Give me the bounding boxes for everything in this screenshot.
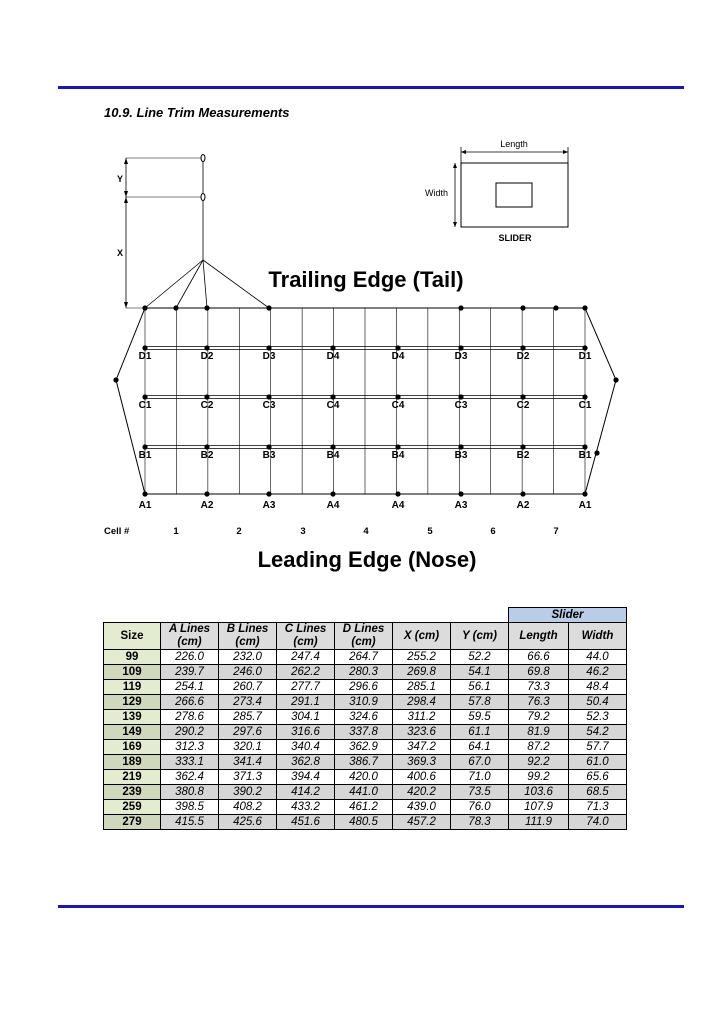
line-point-d (204, 345, 209, 350)
width-label: Width (424, 188, 448, 198)
value-cell: 61.0 (569, 755, 627, 770)
value-cell: 311.2 (393, 710, 451, 725)
line-label-c: C2 (516, 400, 530, 411)
size-cell: 139 (104, 710, 161, 725)
value-cell: 333.1 (161, 755, 219, 770)
value-cell: 226.0 (161, 650, 219, 665)
value-cell: 56.1 (451, 680, 509, 695)
value-cell: 111.9 (509, 815, 569, 830)
value-cell: 69.8 (509, 665, 569, 680)
cell-number: 6 (490, 526, 496, 537)
line-label-a: A4 (391, 500, 405, 511)
value-cell: 99.2 (509, 770, 569, 785)
line-label-c: C4 (391, 400, 405, 411)
value-cell: 264.7 (335, 650, 393, 665)
trailing-edge-point (553, 305, 558, 310)
table-row (104, 740, 627, 755)
value-cell: 347.2 (393, 740, 451, 755)
line-point-a (395, 491, 400, 496)
value-cell: 87.2 (509, 740, 569, 755)
d-lines-header: D Lines (cm) (335, 623, 393, 650)
line-point-d (395, 345, 400, 350)
line-label-d: D3 (262, 351, 276, 362)
value-cell: 61.1 (451, 725, 509, 740)
value-cell: 304.1 (277, 710, 335, 725)
slider-drawing (453, 147, 568, 227)
value-cell: 297.6 (219, 725, 277, 740)
line-point-d (458, 345, 463, 350)
value-cell: 66.6 (509, 650, 569, 665)
table-row (104, 800, 627, 815)
wingtip-point (113, 377, 118, 382)
trailing-edge-point (173, 305, 178, 310)
size-cell: 219 (104, 770, 161, 785)
value-cell: 323.6 (393, 725, 451, 740)
size-cell: 149 (104, 725, 161, 740)
line-label-b: B4 (326, 450, 340, 461)
line-label-c: C1 (578, 400, 592, 411)
value-cell: 76.3 (509, 695, 569, 710)
leading-edge-label: Leading Edge (Nose) (257, 547, 477, 572)
value-cell: 324.6 (335, 710, 393, 725)
value-cell: 316.6 (277, 725, 335, 740)
x-dimension-label: X (116, 248, 124, 258)
value-cell: 340.4 (277, 740, 335, 755)
cell-number: 3 (300, 526, 306, 537)
trailing-edge-label: Trailing Edge (Tail) (268, 267, 464, 292)
value-cell: 73.3 (509, 680, 569, 695)
value-cell: 408.2 (219, 800, 277, 815)
line-label-b: B3 (454, 450, 468, 461)
value-cell: 414.2 (277, 785, 335, 800)
trailing-edge-point (520, 305, 525, 310)
b-lines-header: B Lines (cm) (219, 623, 277, 650)
line-point-b (458, 444, 463, 449)
value-cell: 278.6 (161, 710, 219, 725)
value-cell: 76.0 (451, 800, 509, 815)
line-point-a (458, 491, 463, 496)
line-point-c (582, 394, 587, 399)
value-cell: 54.1 (451, 665, 509, 680)
length-label: Length (500, 139, 528, 149)
value-cell: 64.1 (451, 740, 509, 755)
table-row (104, 695, 627, 710)
value-cell: 425.6 (219, 815, 277, 830)
value-cell: 394.4 (277, 770, 335, 785)
value-cell: 273.4 (219, 695, 277, 710)
value-cell: 52.2 (451, 650, 509, 665)
value-cell: 371.3 (219, 770, 277, 785)
slider-length-header: Length (509, 623, 569, 650)
line-point-a (142, 491, 147, 496)
line-point-a (204, 491, 209, 496)
value-cell: 441.0 (335, 785, 393, 800)
cell-number: 5 (427, 526, 433, 537)
cell-number: 1 (173, 526, 179, 537)
value-cell: 461.2 (335, 800, 393, 815)
line-point-c (330, 394, 335, 399)
value-cell: 255.2 (393, 650, 451, 665)
value-cell: 254.1 (161, 680, 219, 695)
value-cell: 337.8 (335, 725, 393, 740)
value-cell: 44.0 (569, 650, 627, 665)
value-cell: 390.2 (219, 785, 277, 800)
size-cell: 259 (104, 800, 161, 815)
line-label-b: B2 (516, 450, 530, 461)
value-cell: 78.3 (451, 815, 509, 830)
table-row (104, 725, 627, 740)
value-cell: 420.2 (393, 785, 451, 800)
value-cell: 433.2 (277, 800, 335, 815)
y-dimension-label: Y (116, 174, 124, 184)
value-cell: 103.6 (509, 785, 569, 800)
value-cell: 71.0 (451, 770, 509, 785)
value-cell: 71.3 (569, 800, 627, 815)
value-cell: 277.7 (277, 680, 335, 695)
value-cell: 310.9 (335, 695, 393, 710)
value-cell: 262.2 (277, 665, 335, 680)
wingtip-point (594, 450, 599, 455)
table-body (104, 650, 627, 830)
line-label-d: D1 (138, 351, 152, 362)
value-cell: 362.4 (161, 770, 219, 785)
trailing-edge-point (582, 305, 587, 310)
slider-opening (496, 183, 532, 207)
value-cell: 260.7 (219, 680, 277, 695)
line-label-c: C1 (138, 400, 152, 411)
value-cell: 107.9 (509, 800, 569, 815)
size-cell: 109 (104, 665, 161, 680)
line-label-d: D2 (200, 351, 214, 362)
line-label-a: A2 (200, 500, 214, 511)
value-cell: 74.0 (569, 815, 627, 830)
value-cell: 59.5 (451, 710, 509, 725)
value-cell: 246.0 (219, 665, 277, 680)
line-point-c (395, 394, 400, 399)
table-row (104, 770, 627, 785)
value-cell: 400.6 (393, 770, 451, 785)
c-lines-header: C Lines (cm) (277, 623, 335, 650)
attachment-points (113, 305, 618, 496)
x-header: X (cm) (393, 623, 451, 650)
line-label-d: D4 (391, 351, 405, 362)
trailing-edge-point (266, 305, 271, 310)
line-label-a: A4 (326, 500, 340, 511)
cell-numbers (173, 526, 558, 537)
cell-number: 4 (363, 526, 369, 537)
value-cell: 92.2 (509, 755, 569, 770)
y-header: Y (cm) (451, 623, 509, 650)
table-row (104, 680, 627, 695)
value-cell: 79.2 (509, 710, 569, 725)
line-point-d (582, 345, 587, 350)
line-point-a (582, 491, 587, 496)
line-label-d: D2 (516, 351, 530, 362)
size-cell: 279 (104, 815, 161, 830)
line-point-c (266, 394, 271, 399)
value-cell: 362.9 (335, 740, 393, 755)
value-cell: 247.4 (277, 650, 335, 665)
value-cell: 386.7 (335, 755, 393, 770)
size-cell: 99 (104, 650, 161, 665)
table-row (104, 815, 627, 830)
wingtip-point (613, 377, 618, 382)
line-label-c: C4 (326, 400, 340, 411)
line-label-b: B1 (138, 450, 152, 461)
value-cell: 415.5 (161, 815, 219, 830)
line-label-b: B1 (578, 450, 592, 461)
line-point-a (520, 491, 525, 496)
line-point-b (582, 444, 587, 449)
cell-number: 2 (236, 526, 242, 537)
line-label-a: A3 (262, 500, 276, 511)
value-cell: 68.5 (569, 785, 627, 800)
value-cell: 285.1 (393, 680, 451, 695)
line-label-c: C3 (454, 400, 468, 411)
line-point-b (204, 444, 209, 449)
value-cell: 50.4 (569, 695, 627, 710)
value-cell: 298.4 (393, 695, 451, 710)
line-point-c (458, 394, 463, 399)
table-row (104, 755, 627, 770)
table-row (104, 665, 627, 680)
table-row (104, 785, 627, 800)
line-point-c (520, 394, 525, 399)
value-cell: 362.8 (277, 755, 335, 770)
table-row (104, 650, 627, 665)
size-cell: 119 (104, 680, 161, 695)
line-point-b (395, 444, 400, 449)
diagram-lines (116, 155, 616, 495)
value-cell: 73.5 (451, 785, 509, 800)
value-cell: 48.4 (569, 680, 627, 695)
line-label-a: A1 (138, 500, 152, 511)
line-label-b: B4 (391, 450, 405, 461)
line-point-b (142, 444, 147, 449)
value-cell: 320.1 (219, 740, 277, 755)
a-lines-header: A Lines (cm) (161, 623, 219, 650)
value-cell: 369.3 (393, 755, 451, 770)
value-cell: 457.2 (393, 815, 451, 830)
line-label-d: D4 (326, 351, 340, 362)
slider-outline (461, 163, 568, 227)
line-point-d (330, 345, 335, 350)
value-cell: 57.7 (569, 740, 627, 755)
size-cell: 169 (104, 740, 161, 755)
value-cell: 312.3 (161, 740, 219, 755)
value-cell: 67.0 (451, 755, 509, 770)
slider-group-header: Slider (509, 608, 627, 623)
value-cell: 420.0 (335, 770, 393, 785)
value-cell: 451.6 (277, 815, 335, 830)
value-cell: 54.2 (569, 725, 627, 740)
value-cell: 290.2 (161, 725, 219, 740)
value-cell: 57.8 (451, 695, 509, 710)
table-row (104, 710, 627, 725)
line-point-b (330, 444, 335, 449)
value-cell: 239.7 (161, 665, 219, 680)
value-cell: 46.2 (569, 665, 627, 680)
trailing-edge-point (204, 305, 209, 310)
value-cell: 52.3 (569, 710, 627, 725)
size-header: Size (104, 623, 161, 650)
line-label-a: A1 (578, 500, 592, 511)
line-point-a (330, 491, 335, 496)
line-point-d (142, 345, 147, 350)
line-label-d: D3 (454, 351, 468, 362)
size-cell: 239 (104, 785, 161, 800)
line-trim-table (103, 607, 627, 830)
line-point-b (266, 444, 271, 449)
slider-width-header: Width (569, 623, 627, 650)
value-cell: 439.0 (393, 800, 451, 815)
value-cell: 65.6 (569, 770, 627, 785)
line-point-c (204, 394, 209, 399)
value-cell: 232.0 (219, 650, 277, 665)
value-cell: 266.6 (161, 695, 219, 710)
line-label-b: B3 (262, 450, 276, 461)
cell-number-label: Cell # (104, 526, 130, 537)
value-cell: 269.8 (393, 665, 451, 680)
line-label-c: C2 (200, 400, 214, 411)
line-label-a: A2 (516, 500, 530, 511)
size-cell: 129 (104, 695, 161, 710)
value-cell: 296.6 (335, 680, 393, 695)
canopy-outline (116, 308, 616, 494)
line-point-a (266, 491, 271, 496)
section-title: 10.9. Line Trim Measurements (104, 105, 290, 120)
value-cell: 81.9 (509, 725, 569, 740)
slider-label: SLIDER (498, 233, 532, 243)
line-label-d: D1 (578, 351, 592, 362)
value-cell: 480.5 (335, 815, 393, 830)
line-label-b: B2 (200, 450, 214, 461)
trailing-edge-point (142, 305, 147, 310)
value-cell: 280.3 (335, 665, 393, 680)
line-label-a: A3 (454, 500, 468, 511)
line-point-c (142, 394, 147, 399)
line-label-c: C3 (262, 400, 276, 411)
trailing-edge-point (458, 305, 463, 310)
line-point-d (266, 345, 271, 350)
value-cell: 285.7 (219, 710, 277, 725)
value-cell: 380.8 (161, 785, 219, 800)
bottom-rule (58, 905, 684, 908)
value-cell: 398.5 (161, 800, 219, 815)
cell-number: 7 (553, 526, 559, 537)
size-cell: 189 (104, 755, 161, 770)
line-point-d (520, 345, 525, 350)
value-cell: 341.4 (219, 755, 277, 770)
value-cell: 291.1 (277, 695, 335, 710)
line-point-b (520, 444, 525, 449)
